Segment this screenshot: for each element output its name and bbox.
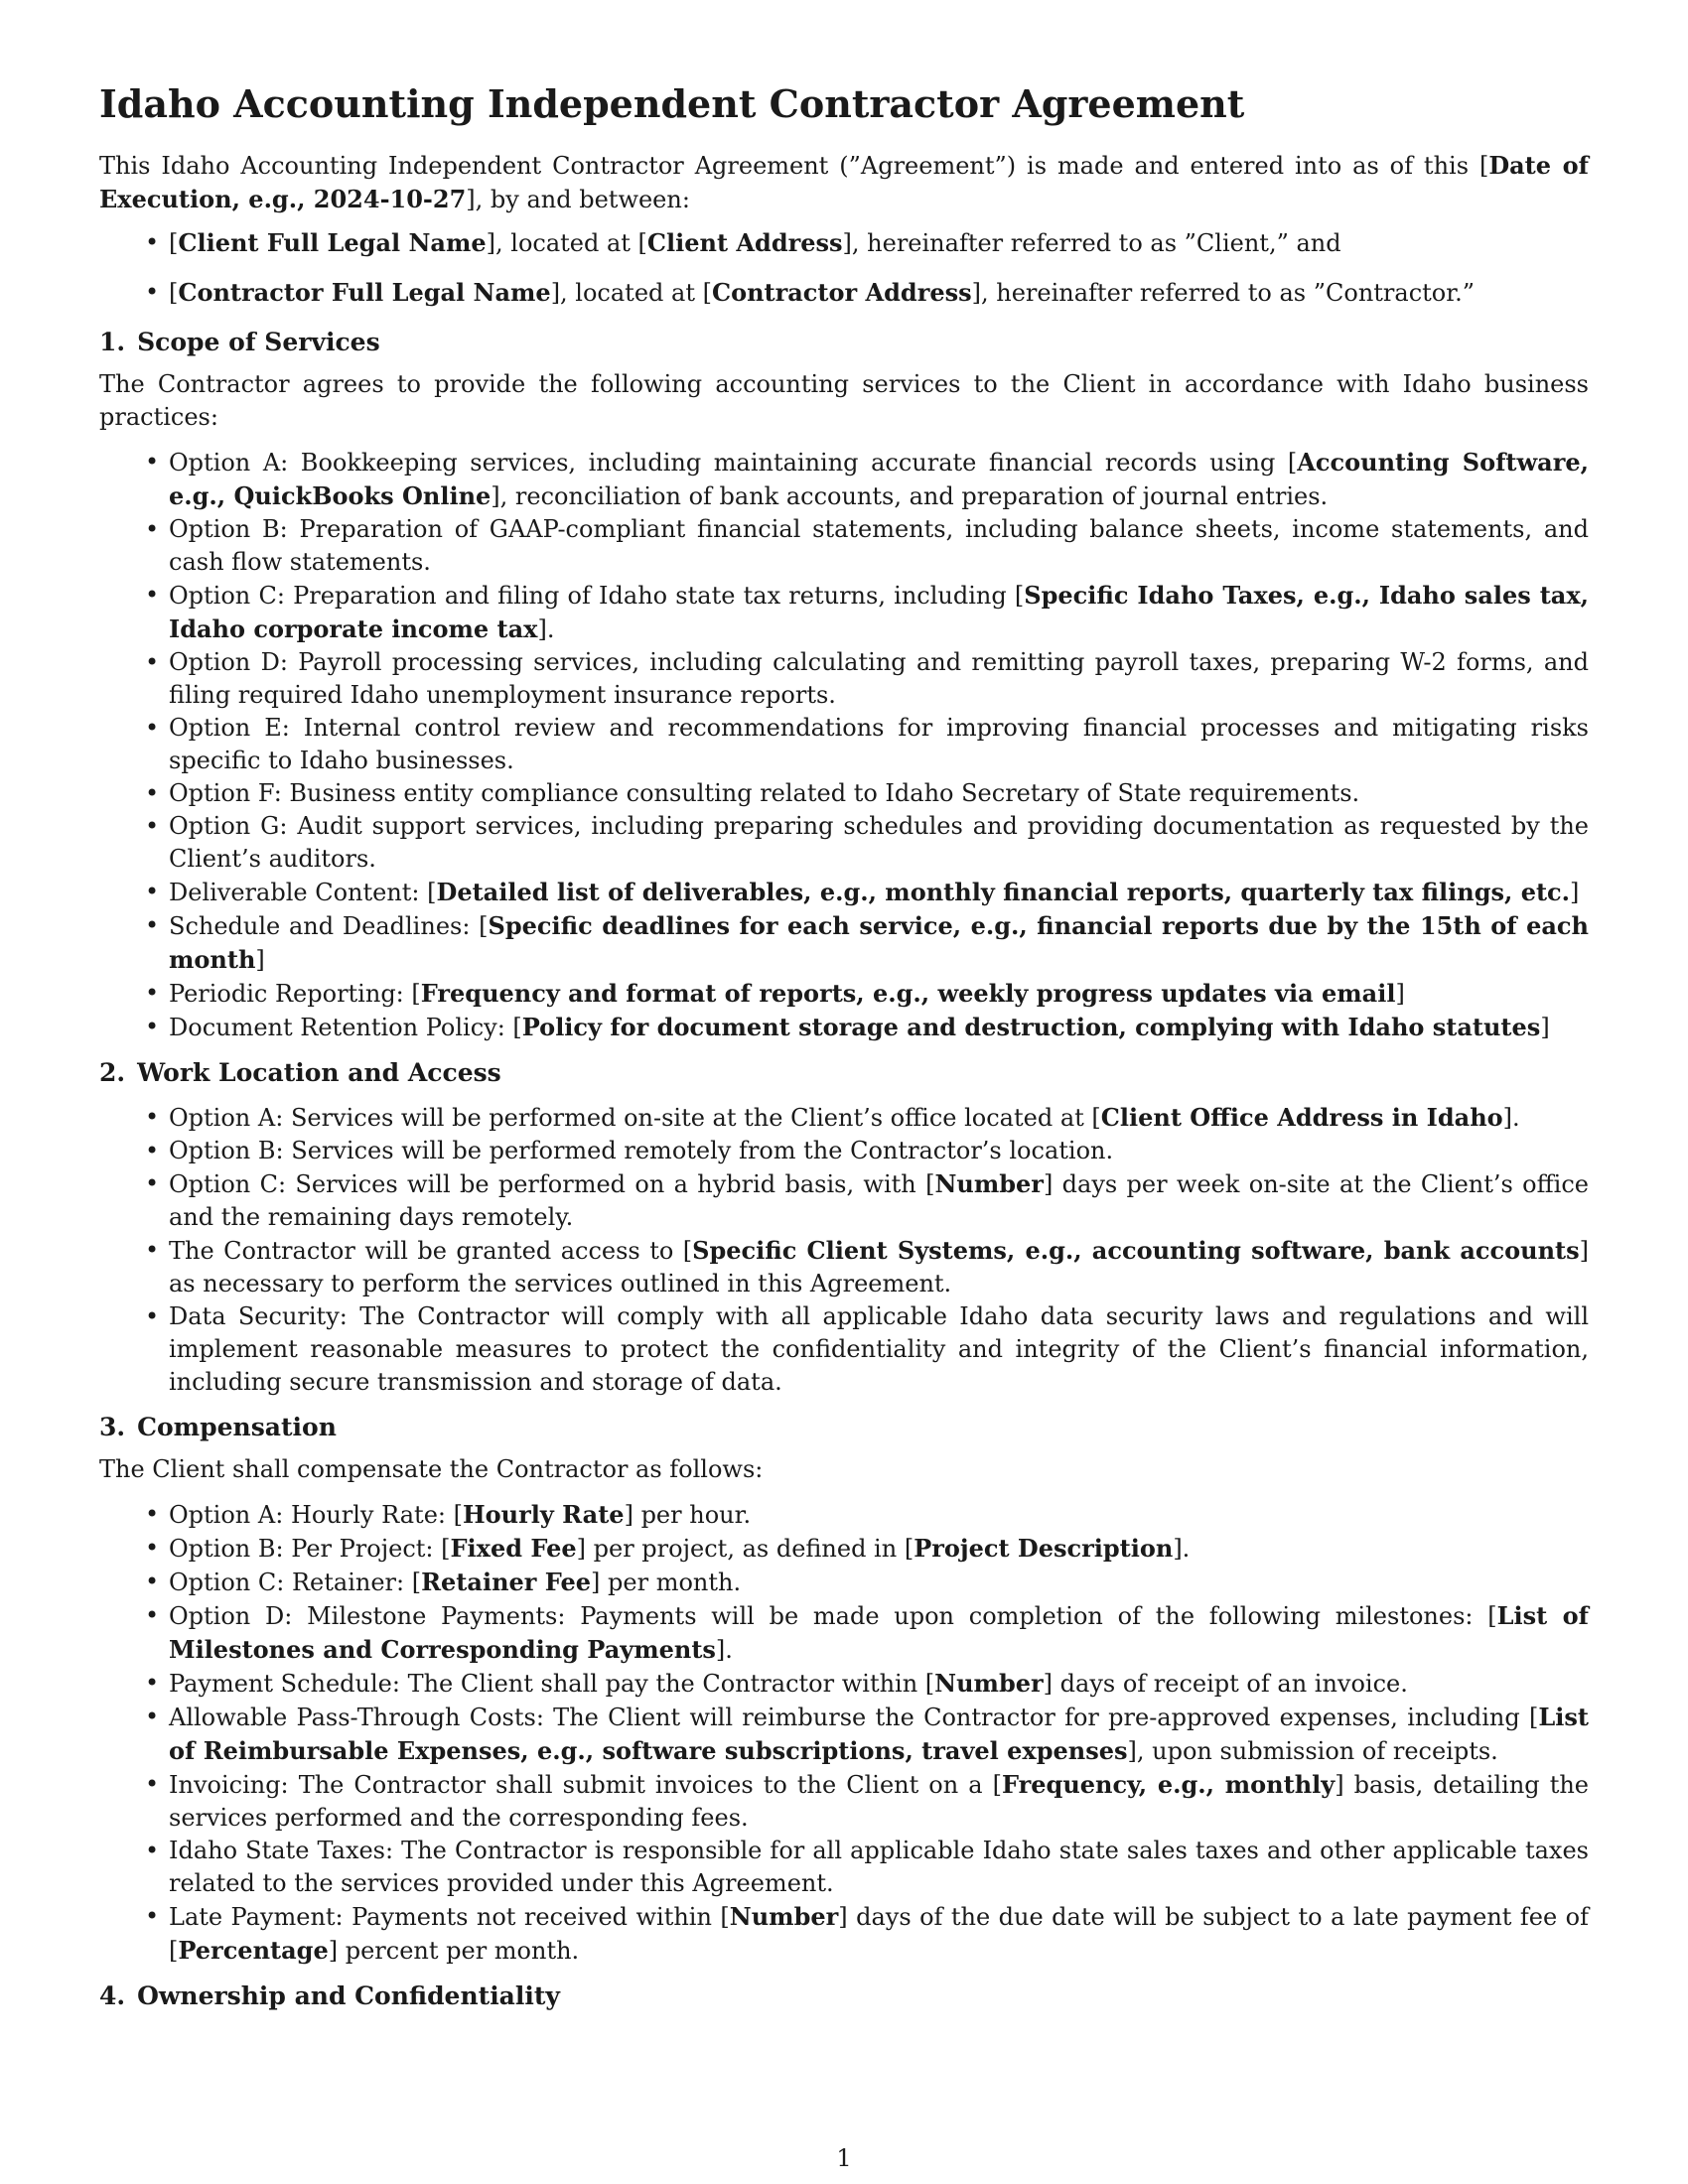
placeholder-field: Policy for document storage and destruction, complying with Idaho statutes (521, 1013, 1541, 1041)
placeholder-field: Contractor Address (711, 278, 972, 307)
text-run: ]. (715, 1636, 733, 1664)
intro-paragraph (99, 149, 1589, 216)
section-heading (99, 1979, 1589, 2012)
text-run: ]. (1173, 1535, 1191, 1563)
document-page (99, 81, 1589, 2022)
placeholder-field: Accounting Software, e.g., QuickBooks Online (169, 448, 1590, 510)
placeholder-field: Project Description (914, 1534, 1174, 1563)
text-run: Option B: Per Project: [ (169, 1535, 451, 1563)
list-item (169, 1011, 1589, 1044)
text-run: [ (169, 229, 179, 257)
page-number: 1 (836, 2144, 852, 2172)
text-run: Late Payment: Payments not received within [ (169, 1903, 730, 1931)
section-heading (99, 1411, 1589, 1443)
text-run: Option A: Hourly Rate: [ (169, 1501, 463, 1529)
text-run: Deliverable Content: [ (169, 879, 437, 906)
list-item (169, 1566, 1589, 1599)
section-list (99, 1101, 1589, 1399)
text-run: ], upon submission of receipts. (1127, 1737, 1498, 1765)
text-run: Payment Schedule: The Client shall pay the Contractor within [ (169, 1670, 935, 1698)
list-item (169, 1900, 1589, 1968)
text-run: ]. (537, 615, 555, 643)
text-run: Option G: Audit support services, including preparing schedules and providing documentation as requested by the Client’s auditors. (169, 812, 1589, 873)
placeholder-field: Number (934, 1169, 1044, 1198)
text-run: Option A: Services will be performed on-site at the Client’s office located at [ (169, 1104, 1101, 1132)
text-run: ] as necessary to perform the services outlined in this Agreement. (169, 1237, 1589, 1297)
placeholder-field: Date of Execution, e.g., 2024-10-27 (99, 151, 1590, 213)
placeholder-field: List of Reimbursable Expenses, e.g., software subscriptions, travel expenses (169, 1703, 1589, 1765)
text-run: ] (1395, 980, 1405, 1008)
text-run: ], by and between: (466, 186, 690, 213)
text-run: The Contractor will be granted access to [ (169, 1237, 693, 1265)
text-run: Option C: Preparation and filing of Idaho state tax returns, including [ (169, 582, 1025, 610)
placeholder-field: Specific deadlines for each service, e.g., financial reports due by the 15th of each month (169, 911, 1589, 974)
text-run: Option C: Services will be performed on a hybrid basis, with [ (169, 1170, 935, 1198)
list-item (169, 1167, 1589, 1234)
section-number: 1. (99, 328, 126, 356)
section-list (99, 446, 1589, 1044)
text-run: Option C: Retainer: [ (169, 1569, 422, 1596)
list-item (169, 1835, 1589, 1900)
text-run: ], located at [ (486, 229, 647, 257)
list-item (169, 1234, 1589, 1300)
section-lead: The Contractor agrees to provide the following accounting services to the Client in accordance with Idaho business practices: (99, 370, 1589, 431)
text-run: Schedule and Deadlines: [ (169, 912, 489, 940)
section-heading (99, 326, 1589, 358)
list-item (169, 579, 1589, 646)
section-list (99, 1498, 1589, 1968)
placeholder-field: Number (729, 1902, 839, 1931)
text-run: ] (1570, 879, 1580, 906)
text-run: ], reconciliation of bank accounts, and preparation of journal entries. (491, 482, 1329, 510)
text-run: ] days per week on-site at the Client’s office and the remaining days remotely. (169, 1170, 1590, 1231)
placeholder-field: Contractor Full Legal Name (178, 278, 551, 307)
text-run: ] days of the due date will be subject to a late payment fee of [ (169, 1903, 1590, 1965)
list-item (169, 810, 1589, 876)
text-run: This Idaho Accounting Independent Contractor Agreement (”Agreement”) is made and entered into as of this (99, 152, 1479, 180)
list-item (169, 1300, 1589, 1399)
list-item (169, 1135, 1589, 1167)
list-item (169, 977, 1589, 1011)
text-run: ], hereinafter referred to as ”Contractor.” (971, 279, 1475, 307)
text-run: Periodic Reporting: [ (169, 980, 421, 1008)
text-run: ] (255, 946, 265, 974)
text-run: Idaho State Taxes: The Contractor is responsible for all applicable Idaho state sales taxes and other applicable taxes related to the services provided under this Agreement. (169, 1837, 1589, 1897)
text-run: ] percent per month. (328, 1937, 580, 1965)
list-item (169, 1532, 1589, 1566)
placeholder-field: Hourly Rate (462, 1500, 625, 1529)
section-number: 4. (99, 1981, 126, 2010)
parties-list (99, 226, 1589, 310)
text-run: Option E: Internal control review and recommendations for improving financial processes and mitigating risks specific to Idaho businesses. (169, 714, 1589, 774)
text-run: [ (1478, 152, 1489, 180)
text-run: [ (169, 279, 179, 307)
list-item (169, 1101, 1589, 1135)
section-title: Scope of Services (137, 328, 380, 356)
text-run: Option D: Payroll processing services, including calculating and remitting payroll taxes, preparing W-2 forms, and filing required Idaho unemployment insurance reports. (169, 648, 1589, 709)
placeholder-field: Client Office Address in Idaho (1100, 1103, 1503, 1132)
text-run: Allowable Pass-Through Costs: The Client will reimburse the Contractor for pre-approved expenses, including [ (169, 1704, 1539, 1731)
section-lead: The Client shall compensate the Contractor as follows: (99, 1455, 764, 1483)
list-item (169, 712, 1589, 777)
party-item (169, 226, 1589, 260)
party-item (169, 276, 1589, 310)
section-title: Compensation (137, 1413, 337, 1441)
list-item (169, 1768, 1589, 1835)
placeholder-field: List of Milestones and Corresponding Payments (169, 1601, 1589, 1664)
text-run: ], hereinafter referred to as ”Client,” and (842, 229, 1341, 257)
placeholder-field: Detailed list of deliverables, e.g., monthly financial reports, quarterly tax filings, etc. (436, 878, 1571, 906)
text-run: Option B: Services will be performed remotely from the Contractor’s location. (169, 1137, 1114, 1164)
text-run: ] (1540, 1014, 1550, 1041)
placeholder-field: Client Address (646, 228, 843, 257)
list-item (169, 646, 1589, 712)
text-run: Option B: Preparation of GAAP-compliant financial statements, including balance sheets, income statements, and cash flow statements. (169, 515, 1589, 576)
list-item (169, 513, 1589, 579)
text-run: Document Retention Policy: [ (169, 1014, 522, 1041)
text-run: ] basis, detailing the services performed and the corresponding fees. (169, 1771, 1590, 1832)
list-item (169, 876, 1589, 909)
text-run: ] days of receipt of an invoice. (1043, 1670, 1408, 1698)
list-item (169, 1667, 1589, 1701)
text-run: ], located at [ (550, 279, 712, 307)
placeholder-field: Frequency, e.g., monthly (1002, 1770, 1336, 1799)
text-run: ] per month. (591, 1569, 742, 1596)
list-item (169, 777, 1589, 810)
section-heading (99, 1056, 1589, 1089)
section-number: 2. (99, 1058, 126, 1087)
placeholder-field: Specific Client Systems, e.g., accounting software, bank accounts (692, 1236, 1580, 1265)
text-run: Data Security: The Contractor will comply with all applicable Idaho data security laws and regulations and will implement reasonable measures to protect the confidentiality and integrity of the Client’s financial information, including secure transmission and storage of data. (169, 1302, 1589, 1396)
placeholder-field: Percentage (178, 1936, 329, 1965)
text-run: ] per project, as defined in [ (576, 1535, 914, 1563)
section-title: Work Location and Access (137, 1058, 501, 1087)
sections (99, 326, 1589, 2012)
text-run: Option F: Business entity compliance consulting related to Idaho Secretary of State requirements. (169, 779, 1360, 807)
placeholder-field: Number (934, 1669, 1044, 1698)
list-item (169, 1701, 1589, 1768)
list-item (169, 1498, 1589, 1532)
list-item (169, 909, 1589, 977)
text-run: Option D: Milestone Payments: Payments will be made upon completion of the following milestones: [ (169, 1602, 1497, 1630)
document-title: Idaho Accounting Independent Contractor Agreement (99, 81, 1245, 126)
section-number: 3. (99, 1413, 126, 1441)
placeholder-field: Specific Idaho Taxes, e.g., Idaho sales tax, Idaho corporate income tax (169, 581, 1589, 643)
list-item (169, 1599, 1589, 1667)
placeholder-field: Client Full Legal Name (178, 228, 487, 257)
placeholder-field: Retainer Fee (421, 1568, 592, 1596)
placeholder-field: Fixed Fee (450, 1534, 577, 1563)
section-title: Ownership and Confidentiality (137, 1981, 560, 2010)
text-run: ]. (1502, 1104, 1520, 1132)
text-run: Option A: Bookkeeping services, including maintaining accurate financial records using [ (169, 449, 1298, 477)
text-run: Invoicing: The Contractor shall submit invoices to the Client on a [ (169, 1771, 1002, 1799)
placeholder-field: Frequency and format of reports, e.g., weekly progress updates via email (420, 979, 1396, 1008)
list-item (169, 446, 1589, 513)
text-run: ] per hour. (624, 1501, 752, 1529)
